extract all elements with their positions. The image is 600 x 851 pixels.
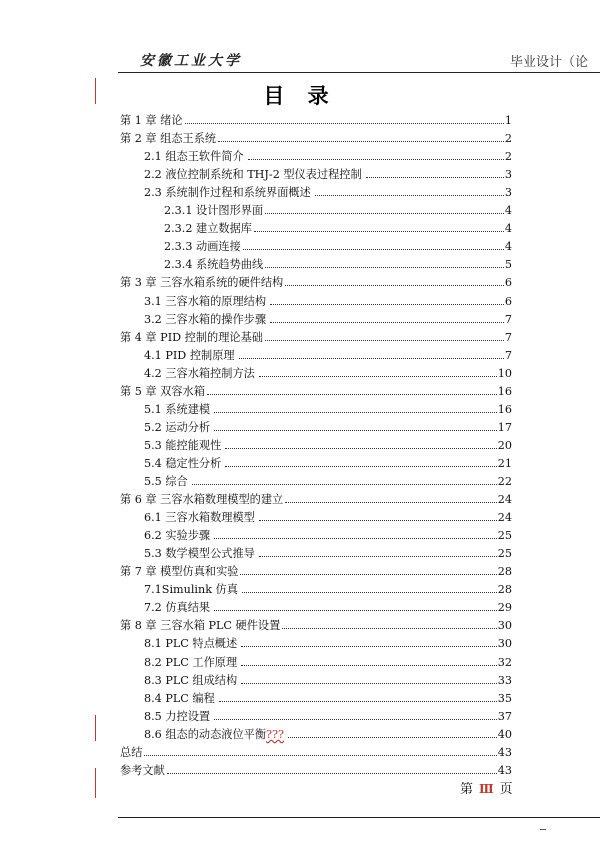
- toc-leader-dots: [207, 394, 497, 395]
- toc-entry-title: 第 3 章 三容水箱系统的硬件结构: [120, 276, 284, 290]
- toc-entry-label: [144, 349, 235, 362]
- toc-entry-title: 总结: [120, 745, 143, 759]
- toc-leader-dots: [239, 358, 504, 359]
- toc-entry-title: 8.6 组态的动态液位平衡: [144, 727, 267, 741]
- toc-entry[interactable]: [144, 542, 512, 560]
- toc-entry-label: [144, 674, 237, 687]
- toc-entry[interactable]: [144, 632, 512, 650]
- toc-entry-title: 2.3.3 动画连接: [164, 240, 241, 254]
- toc-entry[interactable]: [144, 651, 512, 669]
- toc-entry[interactable]: [144, 452, 512, 470]
- toc-leader-dots: [285, 502, 497, 503]
- thesis-label: 毕业设计（论: [510, 55, 589, 70]
- page-number: [460, 778, 513, 797]
- toc-entry[interactable]: [144, 362, 512, 380]
- toc-entry-label: [144, 313, 266, 326]
- toc-entry-label: [144, 692, 215, 705]
- toc-leader-dots: [265, 267, 504, 268]
- toc-entry-page: 4: [504, 240, 512, 254]
- toc-entry[interactable]: [120, 109, 512, 127]
- toc-entry-title: 5.3 能控能观性: [144, 438, 222, 452]
- toc-leader-dots: [241, 683, 497, 684]
- toc-entry-title: 第 1 章 绪论: [120, 114, 183, 127]
- toc-entry[interactable]: [144, 470, 512, 488]
- toc-leader-dots: [218, 141, 504, 142]
- toc-entry-title: 6.1 三容水箱数理模型: [144, 511, 255, 525]
- toc-entry-label: [144, 439, 221, 452]
- toc-leader-dots: [315, 195, 504, 196]
- toc-entry-label: [120, 276, 283, 289]
- toc-entry-label: [144, 583, 238, 596]
- toc-entry-title: 3.1 三容水箱的原理结构: [144, 294, 267, 308]
- toc-entry-page: 21: [497, 456, 512, 470]
- toc-entry-title: 8.3 PLC 组成结构: [144, 673, 238, 687]
- toc-entry-page: 43: [497, 763, 512, 777]
- toc-entry-page: 16: [497, 402, 512, 416]
- toc-leader-dots: [265, 340, 504, 341]
- toc-entry-title: 5.5 综合: [144, 475, 188, 488]
- toc-entry-title: 6.2 实验步骤: [144, 529, 211, 543]
- toc-entry[interactable]: [144, 398, 512, 416]
- toc-entry-page: 2: [504, 132, 512, 146]
- toc-entry-label: [144, 529, 210, 542]
- toc-entry-page: 1: [504, 114, 512, 127]
- toc-entry-title: 5.2 运动分析: [144, 420, 211, 434]
- toc-entry-flag: ???: [266, 727, 285, 741]
- toc-entry-page: 17: [497, 420, 512, 434]
- toc-entry-page: 33: [497, 673, 512, 687]
- toc-entry-page: 2: [504, 150, 512, 164]
- toc-entry-page: 25: [497, 529, 512, 543]
- toc-leader-dots: [219, 701, 497, 702]
- toc-entry[interactable]: [144, 290, 512, 308]
- toc-entry-title: 3.2 三容水箱的操作步骤: [144, 312, 267, 326]
- toc-leader-dots: [265, 213, 504, 214]
- toc-leader-dots: [270, 322, 504, 323]
- toc-entry-title: 5.4 稳定性分析: [144, 456, 222, 470]
- toc-leader-dots: [214, 412, 497, 413]
- toc-entry[interactable]: [144, 669, 512, 687]
- toc-entry[interactable]: [144, 308, 512, 326]
- toc-entry-label: [164, 222, 252, 235]
- toc-entry-page: 30: [497, 637, 512, 651]
- toc-entry-page: 35: [497, 691, 512, 705]
- toc-entry[interactable]: [144, 524, 512, 542]
- toc-entry-label: [144, 511, 255, 524]
- margin-marker: [95, 715, 96, 741]
- toc-entry-title: 第 4 章 PID 控制的理论基础: [120, 330, 263, 344]
- toc-entry-title: 第 5 章 双容水箱: [120, 384, 205, 398]
- toc-entry[interactable]: [164, 253, 512, 271]
- toc-entry-page: 16: [497, 384, 512, 398]
- toc-entry[interactable]: [164, 235, 512, 253]
- toc-entry-title: 第 2 章 组态王系统: [120, 132, 217, 146]
- toc-entry-title: 7.2 仿真结果: [144, 601, 211, 615]
- toc-entry-page: 7: [504, 330, 512, 344]
- toc-entry-page: 29: [497, 601, 512, 615]
- toc-leader-dots: [167, 773, 497, 774]
- toc-entry-title: 8.1 PLC 特点概述: [144, 637, 238, 651]
- toc-entry-label: [144, 637, 237, 650]
- toc-leader-dots: [225, 466, 496, 467]
- toc-leader-dots: [282, 628, 496, 629]
- toc-entry[interactable]: [120, 759, 512, 777]
- toc-entry-page: 37: [497, 709, 512, 723]
- toc-entry-label: [120, 619, 280, 632]
- toc-entry-page: 6: [504, 276, 512, 290]
- toc-entry-title: 8.2 PLC 工作原理: [144, 655, 238, 669]
- toc-entry-label: [164, 240, 241, 253]
- toc-entry-title: 5.1 系统建模: [144, 402, 211, 416]
- toc-entry-page: 4: [504, 222, 512, 236]
- page-number-prefix: 第: [460, 782, 474, 797]
- toc-entry-page: 24: [497, 511, 512, 525]
- toc-leader-dots: [366, 177, 504, 178]
- toc-leader-dots: [259, 556, 497, 557]
- toc-entry[interactable]: [144, 145, 512, 163]
- toc-entry-page: 7: [504, 312, 512, 326]
- toc-leader-dots: [259, 376, 497, 377]
- toc-entry-page: 28: [497, 565, 512, 579]
- toc-entry[interactable]: [164, 199, 512, 217]
- toc-entry-page: 40: [497, 727, 512, 741]
- footer-dash: [540, 829, 546, 830]
- toc-entry-page: 24: [497, 493, 512, 507]
- toc-entry-page: 3: [504, 168, 512, 182]
- toc-entry-page: 3: [504, 186, 512, 200]
- toc-entry[interactable]: [120, 560, 512, 578]
- toc-entry-title: 7.1Simulink 仿真: [144, 583, 238, 597]
- toc-entry-page: 20: [497, 438, 512, 452]
- toc-entry[interactable]: [144, 416, 512, 434]
- toc-entry[interactable]: [120, 614, 512, 632]
- toc-entry[interactable]: [120, 127, 512, 145]
- toc-entry-label: [144, 168, 362, 181]
- toc-entry-page: 10: [497, 366, 512, 380]
- toc-entry-label: [120, 385, 205, 398]
- toc-entry-title: 8.5 力控设置: [144, 709, 211, 723]
- toc-entry-page: 22: [497, 475, 512, 488]
- toc-entry-label: [120, 114, 183, 127]
- toc-leader-dots: [185, 123, 504, 124]
- toc-entry[interactable]: [120, 488, 512, 506]
- header-rule: [118, 72, 600, 73]
- page-number-roman: Ⅲ: [479, 782, 494, 796]
- toc-entry-label: [164, 258, 263, 271]
- toc-entry-title: 第 7 章 模型仿真和实验: [120, 565, 239, 579]
- toc-leader-dots: [259, 520, 497, 521]
- page-number-suffix: 页: [499, 782, 513, 797]
- toc-leader-dots: [242, 592, 497, 593]
- toc-entry-label: [144, 601, 210, 614]
- toc-entry-label: [144, 367, 255, 380]
- toc-leader-dots: [285, 285, 504, 286]
- margin-marker: [95, 768, 96, 798]
- toc-entry-label: [144, 295, 266, 308]
- toc-entry-label: [144, 475, 188, 488]
- toc-entry-title: 第 6 章 三容水箱数理模型的建立: [120, 493, 284, 507]
- toc-entry-label: [120, 764, 165, 777]
- toc-entry-page: 5: [504, 258, 512, 272]
- toc-entry-title: 5.3 数学模型公式推导: [144, 547, 255, 561]
- toc-entry-label: [144, 728, 284, 741]
- toc-entry[interactable]: [144, 723, 512, 741]
- toc-leader-dots: [254, 231, 504, 232]
- toc-leader-dots: [214, 719, 497, 720]
- toc-entry-title: 4.2 三容水箱控制方法: [144, 366, 255, 380]
- page-title: 目 录: [263, 84, 337, 108]
- toc-entry[interactable]: [120, 741, 512, 759]
- toc-leader-dots: [144, 755, 496, 756]
- toc-entry-label: [120, 565, 238, 578]
- toc-entry-title: 2.1 组态王软件简介: [144, 150, 244, 164]
- toc-leader-dots: [248, 159, 504, 160]
- toc-entry-page: 32: [497, 655, 512, 669]
- toc-entry-page: 25: [497, 547, 512, 561]
- toc-entry-label: [120, 746, 142, 759]
- toc-leader-dots: [288, 737, 497, 738]
- toc-entry[interactable]: [144, 596, 512, 614]
- footer-rule: [118, 817, 600, 818]
- toc-entry[interactable]: [144, 687, 512, 705]
- toc-entry-label: [144, 656, 237, 669]
- toc-entry-label: [144, 186, 311, 199]
- toc-entry-page: 43: [497, 745, 512, 759]
- toc-leader-dots: [270, 304, 504, 305]
- toc-entry[interactable]: [164, 217, 512, 235]
- toc-entry-page: 7: [504, 348, 512, 362]
- toc-entry-label: [144, 457, 221, 470]
- toc-leader-dots: [214, 610, 497, 611]
- toc-entry[interactable]: [144, 344, 512, 362]
- toc-leader-dots: [241, 665, 497, 666]
- toc-entry-title: 2.2 液位控制系统和 THJ-2 型仪表过程控制: [144, 168, 362, 182]
- toc-entry-label: [120, 132, 216, 145]
- toc-entry-label: [144, 150, 244, 163]
- toc-entry-label: [120, 331, 263, 344]
- toc-entry-page: 6: [504, 294, 512, 308]
- toc-leader-dots: [214, 538, 497, 539]
- toc-entry-label: [144, 421, 210, 434]
- toc-entry[interactable]: [120, 380, 512, 398]
- toc-entry-title: 2.3.2 建立数据库: [164, 222, 252, 236]
- toc-leader-dots: [240, 574, 496, 575]
- toc-entry-label: [120, 493, 283, 506]
- toc-entry[interactable]: [144, 506, 512, 524]
- toc-leader-dots: [225, 448, 496, 449]
- toc-entry[interactable]: [144, 434, 512, 452]
- toc-leader-dots: [192, 484, 497, 485]
- toc-entry[interactable]: [144, 705, 512, 723]
- toc-entry-title: 4.1 PID 控制原理: [144, 348, 235, 362]
- toc-entry[interactable]: [120, 271, 512, 289]
- toc-entry-label: [144, 547, 255, 560]
- toc-entry-page: 28: [497, 583, 512, 597]
- toc-entry-title: 2.3 系统制作过程和系统界面概述: [144, 186, 311, 200]
- toc-leader-dots: [241, 646, 497, 647]
- toc-entry-label: [164, 204, 263, 217]
- toc-leader-dots: [214, 430, 497, 431]
- toc-entry-title: 2.3.1 设计图形界面: [164, 204, 264, 218]
- university-name: 安徽工业大学: [140, 53, 242, 69]
- toc-entry-title: 2.3.4 系统趋势曲线: [164, 258, 264, 272]
- toc-entry[interactable]: [144, 181, 512, 199]
- toc-entry-label: [144, 710, 210, 723]
- toc-entry[interactable]: [120, 326, 512, 344]
- toc-entry-page: 4: [504, 204, 512, 218]
- toc-entry-title: 参考文献: [120, 763, 165, 777]
- toc-entry-page: 30: [497, 619, 512, 633]
- toc-leader-dots: [243, 249, 504, 250]
- toc-entry-title: 8.4 PLC 编程: [144, 691, 215, 705]
- toc-entry-title: 第 8 章 三容水箱 PLC 硬件设置: [120, 619, 281, 633]
- toc-entry[interactable]: [144, 163, 512, 181]
- toc-entry[interactable]: [144, 578, 512, 596]
- toc-entry-label: [144, 403, 210, 416]
